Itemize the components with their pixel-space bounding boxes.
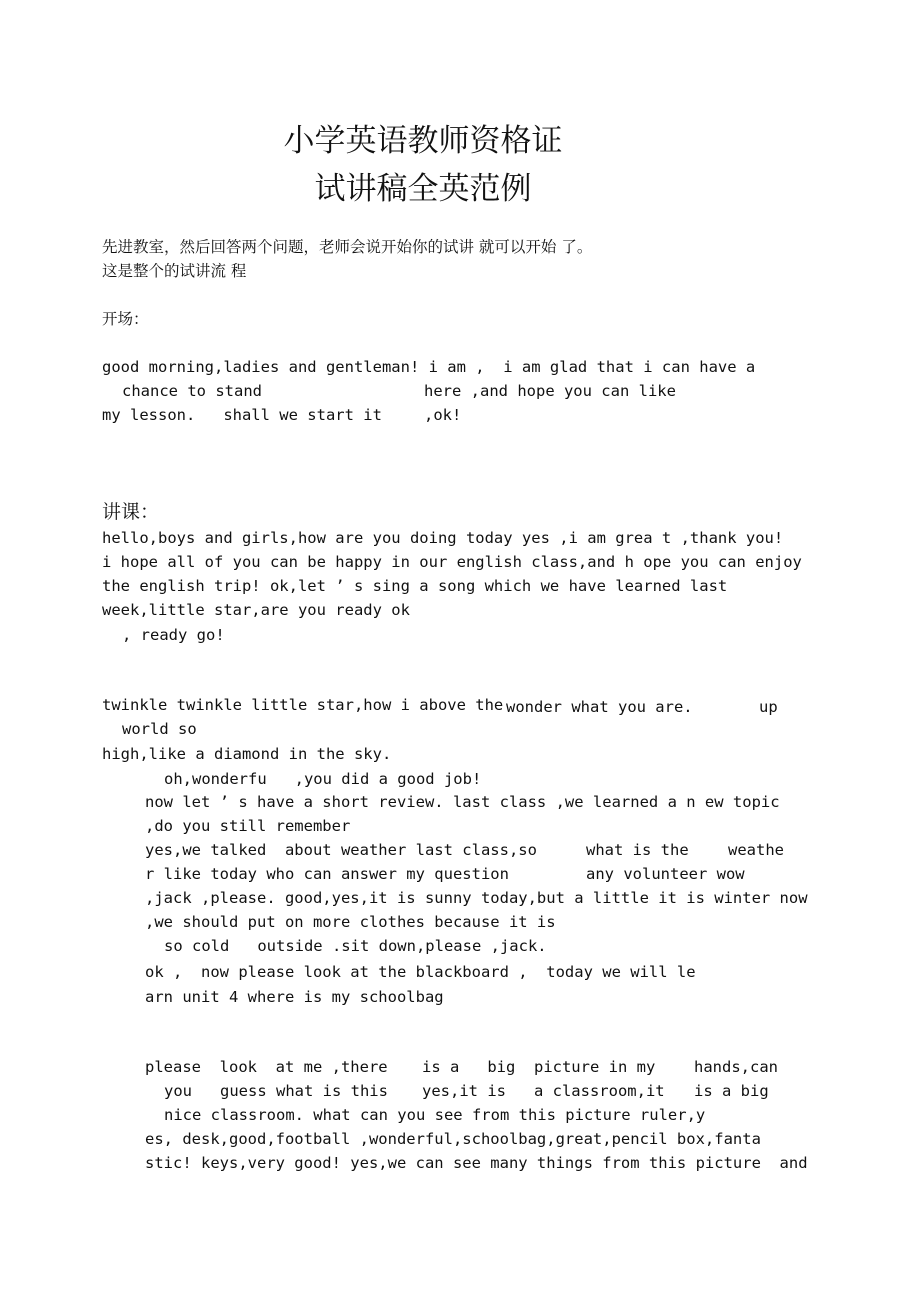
classroom-line: is a big picture in my: [422, 1058, 656, 1076]
lecture-line: i hope all of you can be happy in our english class,and h ope you can enjoy: [102, 553, 802, 571]
classroom-line: you guess what is this: [164, 1082, 388, 1100]
song-line: any volunteer wow: [586, 865, 745, 883]
classroom-line: please look at me ,there: [145, 1058, 388, 1076]
lecture-line: hello,boys and girls,how are you doing today yes ,i am grea t ,thank you!: [102, 529, 784, 547]
lecture-line: the english trip! ok,let ’ s sing a song which we have learned last: [102, 577, 728, 595]
opening-line: ,ok!: [424, 406, 462, 424]
lecture-line: , ready go!: [122, 626, 225, 644]
document-title-line-2: 试讲稿全英范例: [314, 171, 532, 207]
song-line: r like today who can answer my question: [145, 865, 509, 883]
song-line: yes,we talked about weather last class,so: [145, 841, 537, 859]
classroom-line: es, desk,good,football ,wonderful,schoolbag,great,pencil box,fanta: [145, 1130, 761, 1148]
opening-line: my lesson. shall we start it: [102, 406, 382, 424]
song-line: ok , now please look at the blackboard , today we will le: [145, 963, 696, 981]
song-line: what is the: [586, 841, 689, 859]
song-line: twinkle twinkle little star,how i above the: [102, 696, 504, 714]
song-line: so cold outside .sit down,please ,jack.: [164, 937, 547, 955]
song-line: oh,wonderfu ,you did a good job!: [164, 770, 482, 788]
document-title-line-1: 小学英语教师资格证: [283, 123, 563, 159]
song-line: wonder what you are.: [506, 698, 693, 716]
opening-line: chance to stand: [122, 382, 262, 400]
classroom-line: nice classroom. what can you see from this picture ruler,y: [164, 1106, 706, 1124]
song-line: ,jack ,please. good,yes,it is sunny today,but a little it is winter now: [145, 889, 808, 907]
classroom-line: yes,it is a classroom,it: [422, 1082, 665, 1100]
intro-line-1: 先进教室，然后回答两个问题，老师会说开始你的试讲 就可以开始 了。: [102, 238, 593, 256]
song-line: ,do you still remember: [145, 817, 351, 835]
song-line: high,like a diamond in the sky.: [102, 745, 392, 763]
song-line: world so: [122, 720, 197, 738]
song-line: weathe: [728, 841, 784, 859]
lecture-heading: 讲课：: [102, 501, 160, 523]
opening-line: good morning,ladies and gentleman! i am , i am glad that i can have a: [102, 358, 756, 376]
opening-heading: 开场：: [102, 310, 149, 328]
song-line: arn unit 4 where is my schoolbag: [145, 988, 444, 1006]
classroom-line: is a big: [694, 1082, 769, 1100]
classroom-line: hands,can: [694, 1058, 778, 1076]
lecture-line: week,little star,are you ready ok: [102, 601, 410, 619]
intro-line-2: 这是整个的试讲流 程: [102, 262, 247, 280]
classroom-line: stic! keys,very good! yes,we can see many things from this picture and: [145, 1154, 808, 1172]
song-line: up: [759, 698, 778, 716]
song-line: now let ’ s have a short review. last class ,we learned a n ew topic: [145, 793, 780, 811]
song-line: ,we should put on more clothes because it is: [145, 913, 556, 931]
opening-line: here ,and hope you can like: [424, 382, 676, 400]
